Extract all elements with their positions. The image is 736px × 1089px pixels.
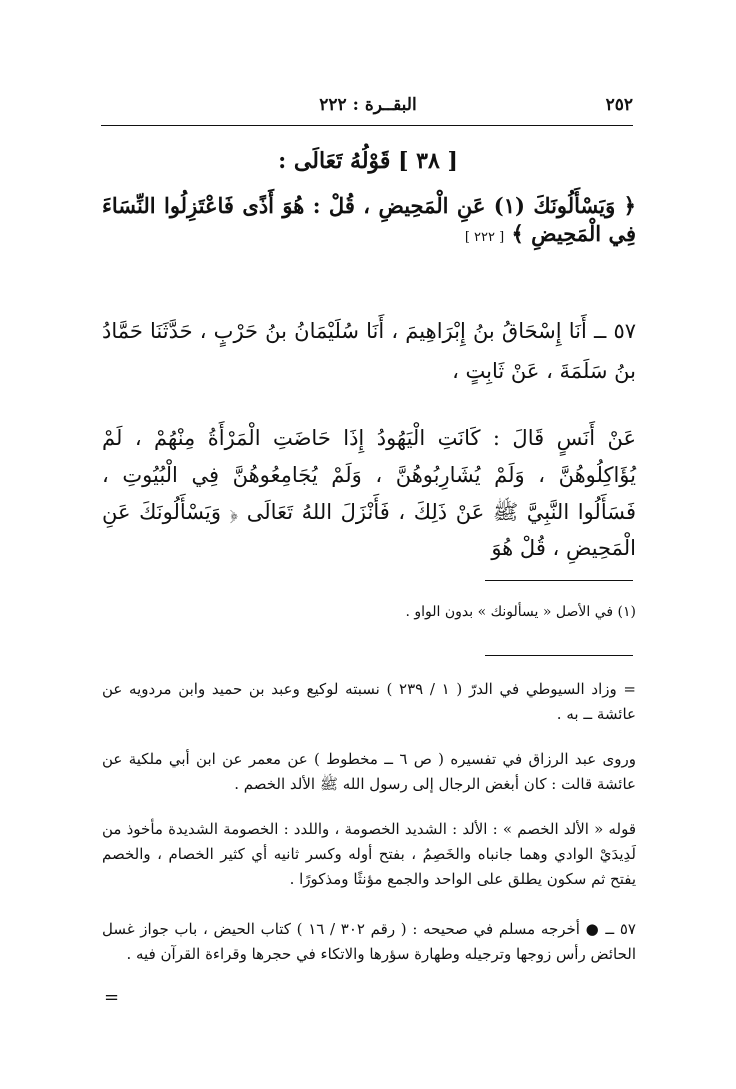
commentary-paragraph: وروى عبد الرزاق في تفسيره ( ص ٦ ــ مخطوط ) عن معمر عن ابن أبي ملكية عن عائشة قالت : كان أبغض الرجال إلى رسول الله ﷺ الألد الخصم . [102, 750, 636, 793]
footnote-rule [485, 580, 633, 581]
commentary-paragraph: = وزاد السيوطي في الدرّ ( ١ / ٢٣٩ ) نسبته لوكيع وعبد بن حميد وابن مردويه عن عائشة ــ به . [102, 680, 636, 723]
footnote: (١) في الأصل « يسألونك » بدون الواو . [405, 604, 636, 620]
commentary-paragraph: قوله « الألد الخصم » : الألد : الشديد الخصومة ، واللدد : الخصومة الشديدة مأخوذ من لَدِيدَيْ الوادي وهما جانباه والخَصِمُ ، بفتح أوله وكسر ثانيه أي كثير الخصام ، والخصم يفتح ثم سكون يطلق على الواحد والجمع مؤنثًا ومذكورًا . [102, 820, 636, 888]
commentary-paragraph: ٥٧ ــ ● أخرجه مسلم في صحيحه : ( رقم ٣٠٢ / ١٦ ) كتاب الحيض ، باب جواز غسل الحائض رأس زوجها وترجيله وطهارة سؤرها والاتكاء في حجرها وقراءة القرآن فيه . [102, 920, 636, 963]
verse-reference: [ ٢٢٢ ] [464, 230, 505, 246]
section-heading: [ ٣٨ ] قَوْلُهُ تَعَالَى : [278, 148, 458, 174]
hadith-isnad: ٥٧ ــ أَنَا إِسْحَاقُ بنُ إِبْرَاهِيمَ ، أَنَا سُلَيْمَانُ بنُ حَرْبٍ ، حَدَّثَنَا حَمَّادُ بنُ سَلَمَةَ ، عَنْ ثَابِتٍ ، [102, 319, 636, 383]
verse-text: ﴿ وَيَسْأَلُونَكَ (١) عَنِ الْمَحِيضِ ، قُلْ : هُوَ أَذًى فَاعْتَزِلُوا النِّسَاءَ فِي الْمَحِيضِ ﴾ [102, 193, 636, 247]
page-number: ٢٥٢ [605, 95, 633, 115]
header-rule [101, 125, 633, 126]
continuation-mark: = [104, 987, 120, 1008]
commentary-rule [485, 655, 633, 656]
hadith-matn: عَنْ أَنَسٍ قَالَ : كَانَتِ الْيَهُودُ إِذَا حَاضَتِ الْمَرْأَةُ مِنْهُمْ ، لَمْ يُؤَاكِلُوهُنَّ ، وَلَمْ يُشَارِبُوهُنَّ ، وَلَمْ يُجَامِعُوهُنَّ فِي الْبُيُوتِ ، فَسَأَلُوا النَّبِيَّ ﷺ عَنْ ذَلِكَ ، فَأَنْزَلَ اللهُ تَعَالَى ﴿ وَيَسْأَلُونَكَ عَنِ الْمَحِيضِ ، قُلْ هُوَ [102, 426, 636, 561]
quran-verse [102, 192, 636, 249]
running-title: البقــرة : ٢٢٢ [319, 95, 417, 115]
